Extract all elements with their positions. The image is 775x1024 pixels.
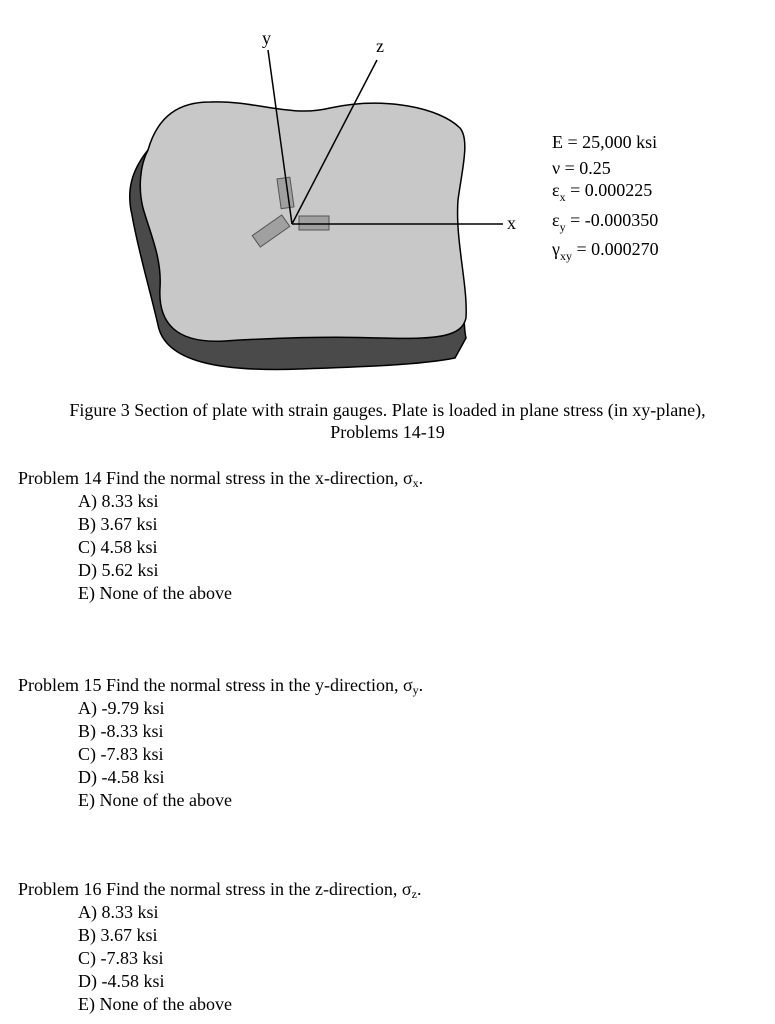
- problem-16-text: Problem 16 Find the normal stress in the z-direction, $\sigma_z$.: [18, 879, 422, 901]
- choice-a: A) 8.33 ksi: [78, 491, 159, 511]
- problem-16-choices: [18, 901, 768, 1016]
- property-E: E = 25,000 ksi: [552, 132, 658, 152]
- property-gamma-xy: $\gamma_{xy} = 0.000270$: [552, 239, 659, 263]
- figure-caption: [0, 399, 775, 443]
- problem-14-choices: [18, 490, 768, 605]
- choice-e: E) None of the above: [78, 583, 232, 603]
- caption-line-1: Figure 3 Section of plate with strain gauges. Plate is loaded in plane stress (in xy-plane),: [69, 400, 706, 420]
- property-epsilon-y: $\varepsilon_y = -0.000350$: [552, 210, 659, 234]
- choice-e: E) None of the above: [78, 994, 232, 1014]
- choice-d: D) -4.58 ksi: [78, 971, 165, 991]
- choice-d: D) -4.58 ksi: [78, 767, 165, 787]
- x-axis-label: x: [507, 213, 516, 233]
- plate-figure: [0, 0, 775, 380]
- caption-line-2: Problems 14-19: [330, 422, 445, 442]
- y-axis-label: y: [262, 28, 271, 48]
- z-axis-label: z: [376, 36, 384, 56]
- strain-gauge-x: [299, 216, 329, 230]
- choice-b: B) -8.33 ksi: [78, 721, 164, 741]
- problem-15-choices: [18, 697, 768, 812]
- problem-14: [18, 467, 768, 605]
- problem-14-text: Problem 14 Find the normal stress in the x-direction, $\sigma_x$.: [18, 468, 424, 490]
- problem-15: [18, 674, 768, 812]
- property-list: [551, 132, 659, 263]
- property-epsilon-x: $\varepsilon_x = 0.000225$: [552, 180, 653, 204]
- choice-b: B) 3.67 ksi: [78, 514, 158, 534]
- choice-c: C) 4.58 ksi: [78, 537, 158, 557]
- choice-e: E) None of the above: [78, 790, 232, 810]
- choice-c: C) -7.83 ksi: [78, 744, 164, 764]
- problem-15-text: Problem 15 Find the normal stress in the y-direction, $\sigma_y$.: [18, 675, 424, 697]
- choice-a: A) 8.33 ksi: [78, 902, 159, 922]
- property-nu: ν = 0.25: [552, 158, 611, 178]
- choice-a: A) -9.79 ksi: [78, 698, 165, 718]
- choice-b: B) 3.67 ksi: [78, 925, 158, 945]
- problem-16: [18, 878, 768, 1016]
- choice-d: D) 5.62 ksi: [78, 560, 159, 580]
- choice-c: C) -7.83 ksi: [78, 948, 164, 968]
